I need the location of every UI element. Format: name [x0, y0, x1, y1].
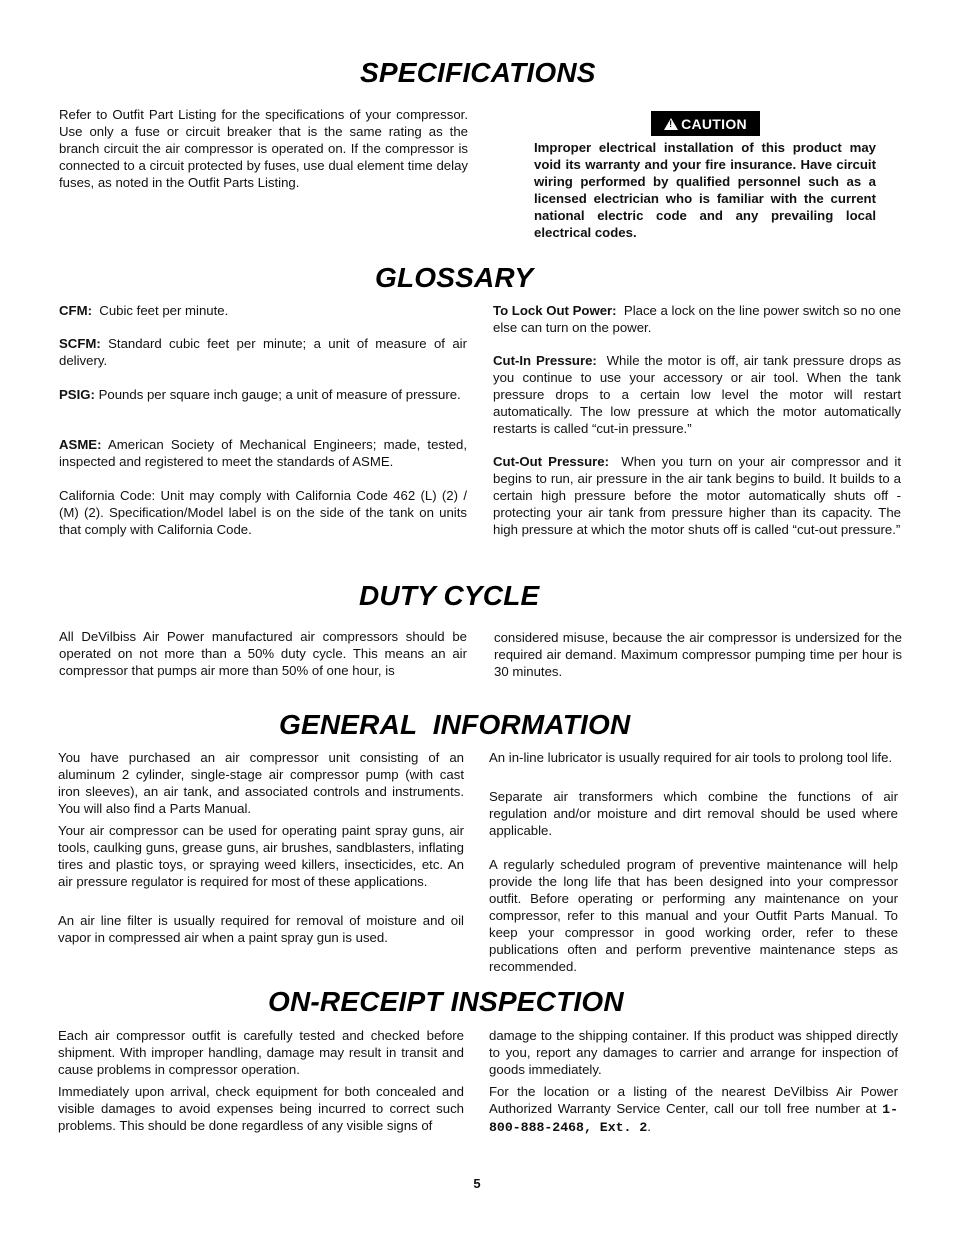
caution-badge: [651, 111, 760, 136]
on-receipt-paragraph: Immediately upon arrival, check equipment for both concealed and visible damages to avoid expenses being incurred to correct such problems. This should be done regardless of any visible signs of: [58, 1084, 464, 1133]
glossary-term: PSIG:: [59, 387, 95, 402]
general-info-paragraph: You have purchased an air compressor unit consisting of an aluminum 2 cylinder, single-stage air compressor pump (with cast iron sleeves), an air tank, and associated controls and instruments. You will also find a Parts Manual.: [58, 750, 464, 816]
glossary-definition: While the motor is off, air tank pressure drops as you continue to use your accessory or air tool. When the tank pressure drops to a certain low level the motor will restart automatically. The low pressure at which the motor automatically restarts is called “cut-in pressure.”: [493, 353, 901, 436]
contact-text-end: .: [647, 1119, 651, 1134]
specifications-body: Refer to Outfit Part Listing for the specifications of your compressor. Use only a fuse or circuit breaker that is the same rating as the branch circuit the air compressor is operated on. If the compressor is connected to a circuit protected by fuses, use dual element time delay fuses, as noted in the Outfit Parts Listing.: [59, 107, 468, 190]
glossary-term: CFM:: [59, 303, 92, 318]
page-number: 5: [473, 1176, 481, 1191]
duty-cycle-right: considered misuse, because the air compressor is undersized for the required air demand. Maximum compressor pumping time per hour is 30 minutes.: [494, 630, 902, 679]
caution-label: CAUTION: [681, 115, 747, 132]
general-info-paragraph: Your air compressor can be used for operating paint spray guns, air tools, caulking guns, grease guns, air brushes, sandblasters, inflating tires and plastic toys, or spraying weed killers, insecticides, etc. An air pressure regulator is required for most of these applications.: [58, 823, 464, 889]
on-receipt-paragraph: damage to the shipping container. If this product was shipped directly to you, report any damages to carrier and arrange for inspection of goods immediately.: [489, 1028, 898, 1077]
on-receipt-inspection-heading: ON-RECEIPT INSPECTION: [268, 986, 624, 1017]
general-info-paragraph: Separate air transformers which combine the functions of air regulation and/or moisture and dirt removal should be used where applicable.: [489, 789, 898, 838]
glossary-heading: GLOSSARY: [375, 262, 534, 293]
general-info-paragraph: An in-line lubricator is usually required for air tools to prolong tool life.: [489, 750, 893, 765]
glossary-scfm: [59, 335, 467, 369]
glossary-lock-out-power: [493, 302, 901, 336]
caution-text: Improper electrical installation of this product may void its warranty and your fire insurance. Have circuit wiring performed by qualified personnel such as a licensed electrician who is familiar with the current national electric code and any prevailing local electrical codes.: [534, 140, 876, 240]
contact-text: For the location or a listing of the nearest DeVilbiss Air Power Authorized Warranty Service Center, call our toll free number at: [489, 1084, 898, 1116]
glossary-cfm: [59, 302, 467, 319]
glossary-definition: Pounds per square inch gauge; a unit of measure of pressure.: [98, 387, 461, 402]
glossary-california-code: California Code: Unit may comply with California Code 462 (L) (2) / (M) (2). Specification/Model label is on the side of the tank on units that comply with California Code.: [59, 488, 467, 537]
duty-cycle-heading: DUTY CYCLE: [359, 580, 540, 611]
general-info-paragraph: A regularly scheduled program of preventive maintenance will help provide the long life that has been designed into your compressor outfit. Before operating or performing any maintenance on your compressor, refer to this manual and your Outfit Parts Manual. To keep your compressor in good working order, refer to these publications often and perform preventive maintenance steps as recommended.: [489, 857, 898, 974]
glossary-psig: [59, 386, 467, 403]
glossary-term: SCFM:: [59, 336, 101, 351]
glossary-asme: [59, 436, 467, 470]
duty-cycle-left: All DeVilbiss Air Power manufactured air compressors should be operated on not more than a 50% duty cycle. This means an air compressor that pumps air more than 50% of one hour, is: [59, 629, 467, 678]
glossary-definition: Place a lock on the line power switch so no one else can turn on the power.: [493, 303, 902, 335]
glossary-term: To Lock Out Power:: [493, 303, 617, 318]
warning-triangle-icon: [664, 118, 678, 130]
general-information-heading: GENERAL INFORMATION: [279, 709, 631, 740]
glossary-definition: American Society of Mechanical Engineers; made, tested, inspected and registered to meet the standards of ASME.: [59, 437, 468, 469]
glossary-cut-out-pressure: [493, 453, 901, 538]
on-receipt-contact-paragraph: [489, 1083, 898, 1136]
glossary-term: ASME:: [59, 437, 102, 452]
glossary-definition: Cubic feet per minute.: [99, 303, 229, 318]
toll-free-phone-number: 1-800-888-2468, Ext. 2: [489, 1102, 898, 1135]
glossary-term: Cut-In Pressure:: [493, 353, 597, 368]
glossary-definition: When you turn on your air compressor and it begins to run, air pressure in the air tank begins to build. It builds to a certain high pressure before the motor automatically shuts off - protecting your air tank from pressure higher than its capacity. The high pressure at which the motor shuts off is called “cut-out pressure.”: [493, 454, 902, 537]
general-info-paragraph: An air line filter is usually required for removal of moisture and oil vapor in compressed air when a paint spray gun is used.: [58, 913, 464, 945]
glossary-definition: Standard cubic feet per minute; a unit of measure of air delivery.: [59, 336, 467, 368]
glossary-term: Cut-Out Pressure:: [493, 454, 610, 469]
on-receipt-paragraph: Each air compressor outfit is carefully tested and checked before shipment. With improper handling, damage may result in transit and cause problems in compressor operation.: [58, 1028, 464, 1077]
glossary-cut-in-pressure: [493, 352, 901, 437]
specifications-heading: SPECIFICATIONS: [360, 57, 596, 88]
